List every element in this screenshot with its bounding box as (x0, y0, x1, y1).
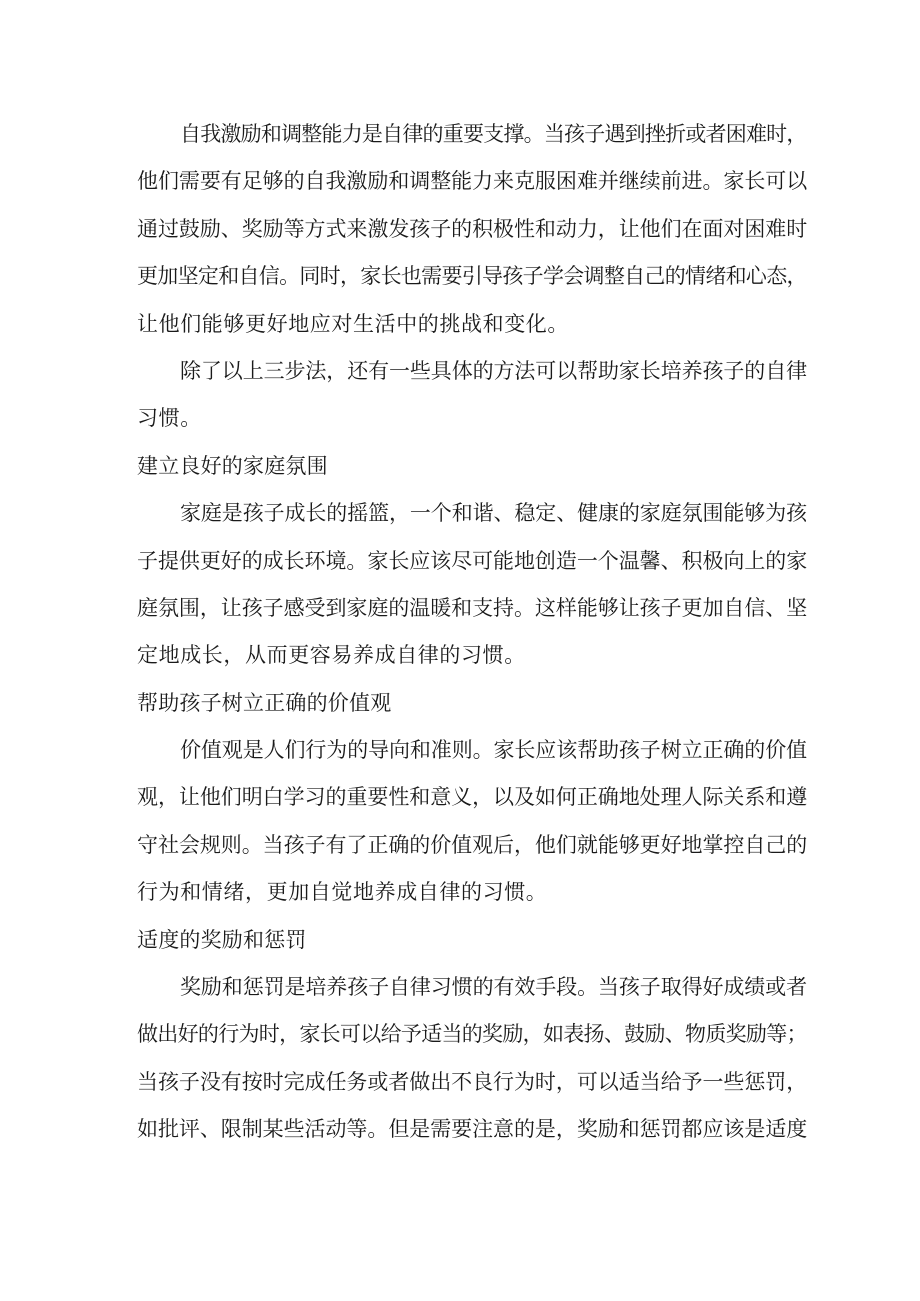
text-line: 做出好的行为时，家长可以给予适当的奖励，如表扬、鼓励、物质奖励等； (137, 1022, 807, 1047)
text-line: 如批评、限制某些活动等。但是需要注意的是，奖励和惩罚都应该是适度 (137, 1117, 808, 1142)
text-line: 更加坚定和自信。同时，家长也需要引导孩子学会调整自己的情绪和心态， (137, 264, 807, 289)
section-heading-values (137, 680, 807, 727)
text-line: 习惯。 (137, 406, 202, 431)
heading-text: 适度的奖励和惩罚 (137, 927, 307, 952)
text-line: 当孩子没有按时完成任务或者做出不良行为时，可以适当给予一些惩罚， (137, 1069, 808, 1094)
text-line: 他们需要有足够的自我激励和调整能力来克服困难并继续前进。家长可以 (137, 169, 808, 194)
text-line: 自我激励和调整能力是自律的重要支撑。当孩子遇到挫折或者困难时， (180, 122, 807, 146)
section-heading-family-atmosphere (137, 443, 807, 490)
paragraph-intro-methods (137, 348, 807, 443)
paragraph-values (137, 727, 807, 917)
text-line: 奖励和惩罚是培养孩子自律习惯的有效手段。当孩子取得好成绩或者 (180, 975, 807, 1000)
text-line: 子提供更好的成长环境。家长应该尽可能地创造一个温馨、积极向上的家 (137, 548, 808, 573)
heading-text: 帮助孩子树立正确的价值观 (137, 690, 392, 715)
paragraph-self-motivation (137, 111, 807, 348)
paragraph-family-atmosphere (137, 490, 807, 680)
text-line: 观，让他们明白学习的重要性和意义，以及如何正确地处理人际关系和遵 (137, 785, 808, 810)
text-line: 定地成长，从而更容易养成自律的习惯。 (137, 643, 526, 668)
text-line: 价值观是人们行为的导向和准则。家长应该帮助孩子树立正确的价值 (180, 738, 807, 763)
heading-text: 建立良好的家庭氛围 (137, 453, 328, 478)
text-line: 除了以上三步法，还有一些具体的方法可以帮助家长培养孩子的自律 (180, 358, 807, 383)
document-body (137, 111, 807, 1154)
text-line: 守社会规则。当孩子有了正确的价值观后，他们就能够更好地掌控自己的 (137, 832, 808, 857)
text-line: 行为和情绪，更加自觉地养成自律的习惯。 (137, 880, 548, 905)
paragraph-rewards-punishment (137, 964, 807, 1154)
section-heading-rewards-punishment (137, 917, 807, 964)
text-line: 让他们能够更好地应对生活中的挑战和变化。 (137, 311, 569, 336)
text-line: 家庭是孩子成长的摇篮，一个和谐、稳定、健康的家庭氛围能够为孩 (180, 501, 807, 526)
text-line: 庭氛围，让孩子感受到家庭的温暖和支持。这样能够让孩子更加自信、坚 (137, 595, 808, 620)
text-line: 通过鼓励、奖励等方式来激发孩子的积极性和动力，让他们在面对困难时 (137, 216, 808, 241)
